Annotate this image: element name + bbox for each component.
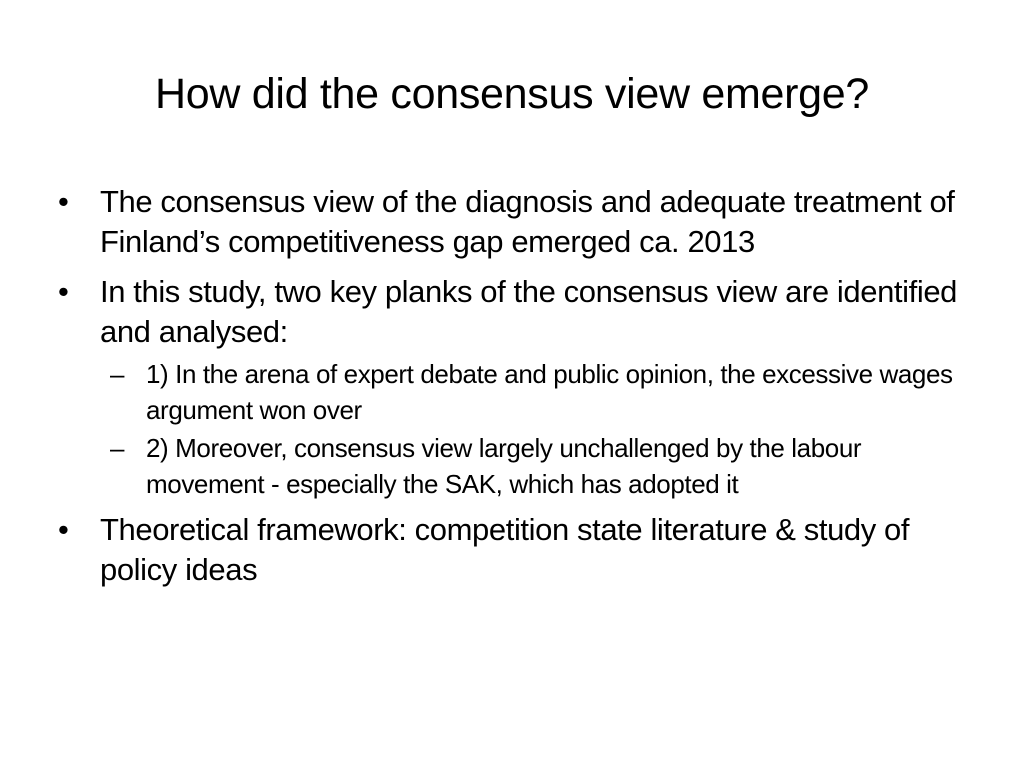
sub-bullet-text: 2) Moreover, consensus view largely unchallenged by the labour movement - especially the SAK, which has adopted it <box>146 433 862 499</box>
bullet-icon: • <box>58 274 69 309</box>
bullet-item <box>56 272 986 352</box>
bullet-item <box>56 182 986 262</box>
bullet-icon: • <box>58 512 69 547</box>
slide-title: How did the consensus view emerge? <box>154 70 870 118</box>
bullet-text: The consensus view of the diagnosis and adequate treatment of Finland’s competitiveness gap emerged ca. 2013 <box>100 184 955 259</box>
bullet-text: In this study, two key planks of the consensus view are identified and analysed: <box>100 274 957 349</box>
slide-body <box>56 182 986 600</box>
sub-bullet-item <box>100 356 986 428</box>
sub-bullet-text: 1) In the arena of expert debate and public opinion, the excessive wages argument won over <box>146 359 953 425</box>
sub-bullet-item <box>100 430 986 502</box>
dash-icon: – <box>110 359 125 389</box>
bullet-item <box>56 510 986 590</box>
dash-icon: – <box>110 433 125 463</box>
bullet-text: Theoretical framework: competition state literature & study of policy ideas <box>100 512 910 587</box>
bullet-icon: • <box>58 184 69 219</box>
